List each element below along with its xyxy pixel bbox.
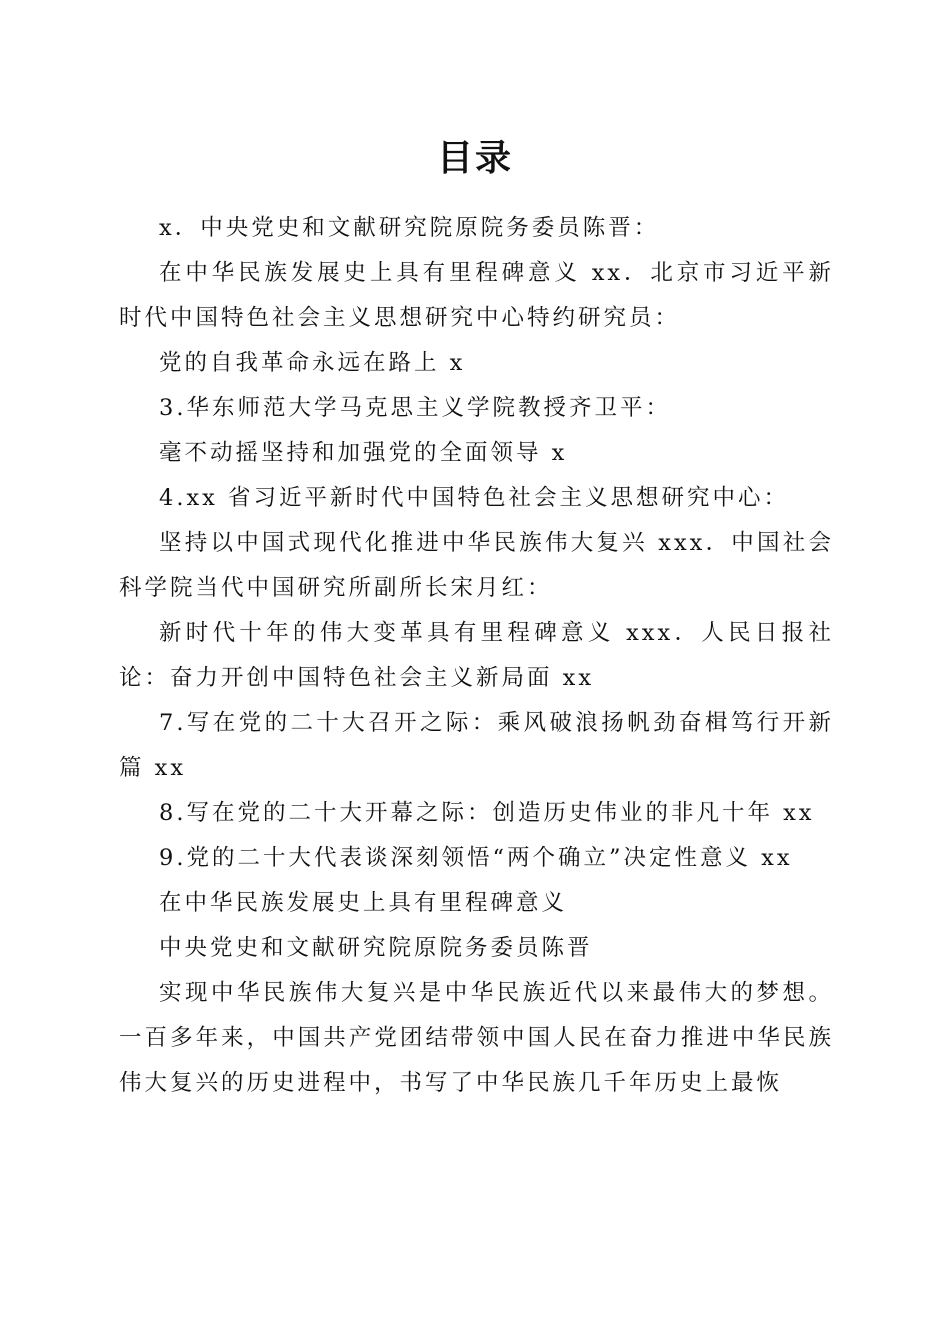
toc-entry-6: 4.xx 省习近平新时代中国特色社会主义思想研究中心：	[159, 485, 789, 511]
toc-entry-8: 新时代十年的伟大变革具有里程碑意义 xxx．人民日报社论：奋力开创中国特色社会主义新局面 xx	[119, 620, 834, 691]
article-author: 中央党史和文献研究院原院务委员陈晋	[159, 935, 593, 961]
page-title: 目录	[436, 137, 513, 179]
toc-entry-5: 毫不动摇坚持和加强党的全面领导 x	[159, 440, 568, 466]
document-body	[119, 206, 834, 1106]
article-paragraph: 实现中华民族伟大复兴是中华民族近代以来最伟大的梦想。一百多年来，中国共产党团结带领中国人民在奋力推进中华民族伟大复兴的历史进程中，书写了中华民族几千年历史上最恢	[119, 980, 834, 1096]
toc-entry-11: 9.党的二十大代表谈深刻领悟“两个确立”决定性意义 xx	[159, 845, 793, 871]
toc-entry-9: 7.写在党的二十大召开之际：乘风破浪扬帆劲奋楫笃行开新篇 xx	[119, 710, 834, 781]
toc-entry-4: 3.华东师范大学马克思主义学院教授齐卫平：	[159, 395, 671, 421]
toc-entry-2: 在中华民族发展史上具有里程碑意义 xx．北京市习近平新时代中国特色社会主义思想研究中心特约研究员：	[119, 260, 834, 331]
toc-entry-1: x．中央党史和文献研究院原院务委员陈晋：	[159, 215, 660, 241]
toc-entry-7: 坚持以中国式现代化推进中华民族伟大复兴 xxx．中国社会科学院当代中国研究所副所长宋月红：	[119, 530, 834, 601]
article-heading: 在中华民族发展史上具有里程碑意义	[159, 890, 568, 916]
toc-entry-10: 8.写在党的二十大开幕之际：创造历史伟业的非凡十年 xx	[159, 800, 815, 826]
toc-entry-3: 党的自我革命永远在路上 x	[159, 350, 466, 376]
